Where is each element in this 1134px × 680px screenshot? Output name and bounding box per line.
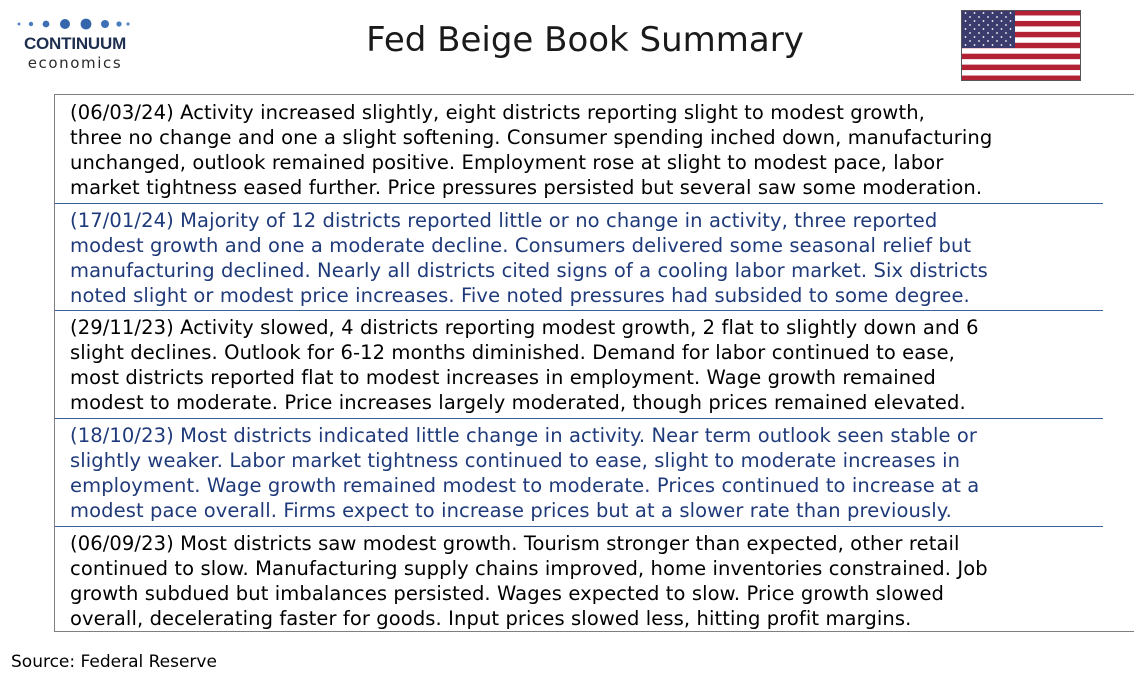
entry-item	[55, 208, 1103, 308]
logo-subtitle: economics	[27, 54, 123, 72]
entry-line: (17/01/24) Majority of 12 districts reported little or no change in activity, three reported	[70, 209, 938, 232]
entry-divider	[55, 310, 1103, 311]
logo-name: CONTINUUM	[23, 34, 127, 53]
entry-line: (06/09/23) Most districts saw modest growth. Tourism stronger than expected, other retail	[70, 532, 960, 555]
summary-box	[54, 94, 1134, 632]
entry-line: slightly weaker. Labor market tightness continued to ease, slight to moderate increases in	[70, 449, 961, 472]
entry-line: growth subdued but imbalances persisted. Wages expected to slow. Price growth slowed	[70, 582, 945, 605]
entry-line: overall, decelerating faster for goods. Input prices slowed less, hitting profit margins.	[70, 607, 912, 630]
logo-dots-icon	[15, 16, 131, 32]
entry-line: three no change and one a slight softening. Consumer spending inched down, manufacturing	[70, 126, 993, 149]
entry-divider	[55, 203, 1103, 204]
source-note: Source: Federal Reserve	[11, 652, 217, 672]
entry-line: (29/11/23) Activity slowed, 4 districts reporting modest growth, 2 flat to slightly down and 6	[70, 316, 979, 339]
entry-line: noted slight or modest price increases. Five noted pressures had subsided to some degree.	[70, 284, 970, 307]
entry-line: modest to moderate. Price increases largely moderated, though prices remained elevated.	[70, 391, 966, 414]
entry-line: unchanged, outlook remained positive. Employment rose at slight to modest pace, labor	[70, 151, 944, 174]
page-title: Fed Beige Book Summary	[366, 20, 804, 60]
entry-item	[55, 315, 1103, 415]
entry-line: modest growth and one a moderate decline. Consumers delivered some seasonal relief but	[70, 234, 972, 257]
entry-line: continued to slow. Manufacturing supply chains improved, home inventories constrained. Job	[70, 557, 988, 580]
entry-line: modest pace overall. Firms expect to increase prices but at a slower rate than previously.	[70, 499, 952, 522]
continuum-logo	[15, 14, 135, 76]
us-flag-icon	[961, 10, 1081, 81]
entry-line: market tightness eased further. Price pressures persisted but several saw some moderation.	[70, 176, 983, 199]
entry-divider	[55, 418, 1103, 419]
entry-line: slight declines. Outlook for 6-12 months diminished. Demand for labor continued to ease,	[70, 341, 955, 364]
entry-line: (06/03/24) Activity increased slightly, eight districts reporting slight to modest growth,	[70, 101, 925, 124]
entry-line: most districts reported flat to modest increases in employment. Wage growth remained	[70, 366, 936, 389]
entry-item	[55, 100, 1103, 200]
entry-line: manufacturing declined. Nearly all districts cited signs of a cooling labor market. Six districts	[70, 259, 988, 282]
entry-item	[55, 531, 1103, 631]
entry-line: employment. Wage growth remained modest to moderate. Prices continued to increase at a	[70, 474, 980, 497]
entry-item	[55, 423, 1103, 523]
entry-line: (18/10/23) Most districts indicated little change in activity. Near term outlook seen stable or	[70, 424, 978, 447]
entry-divider	[55, 526, 1103, 527]
